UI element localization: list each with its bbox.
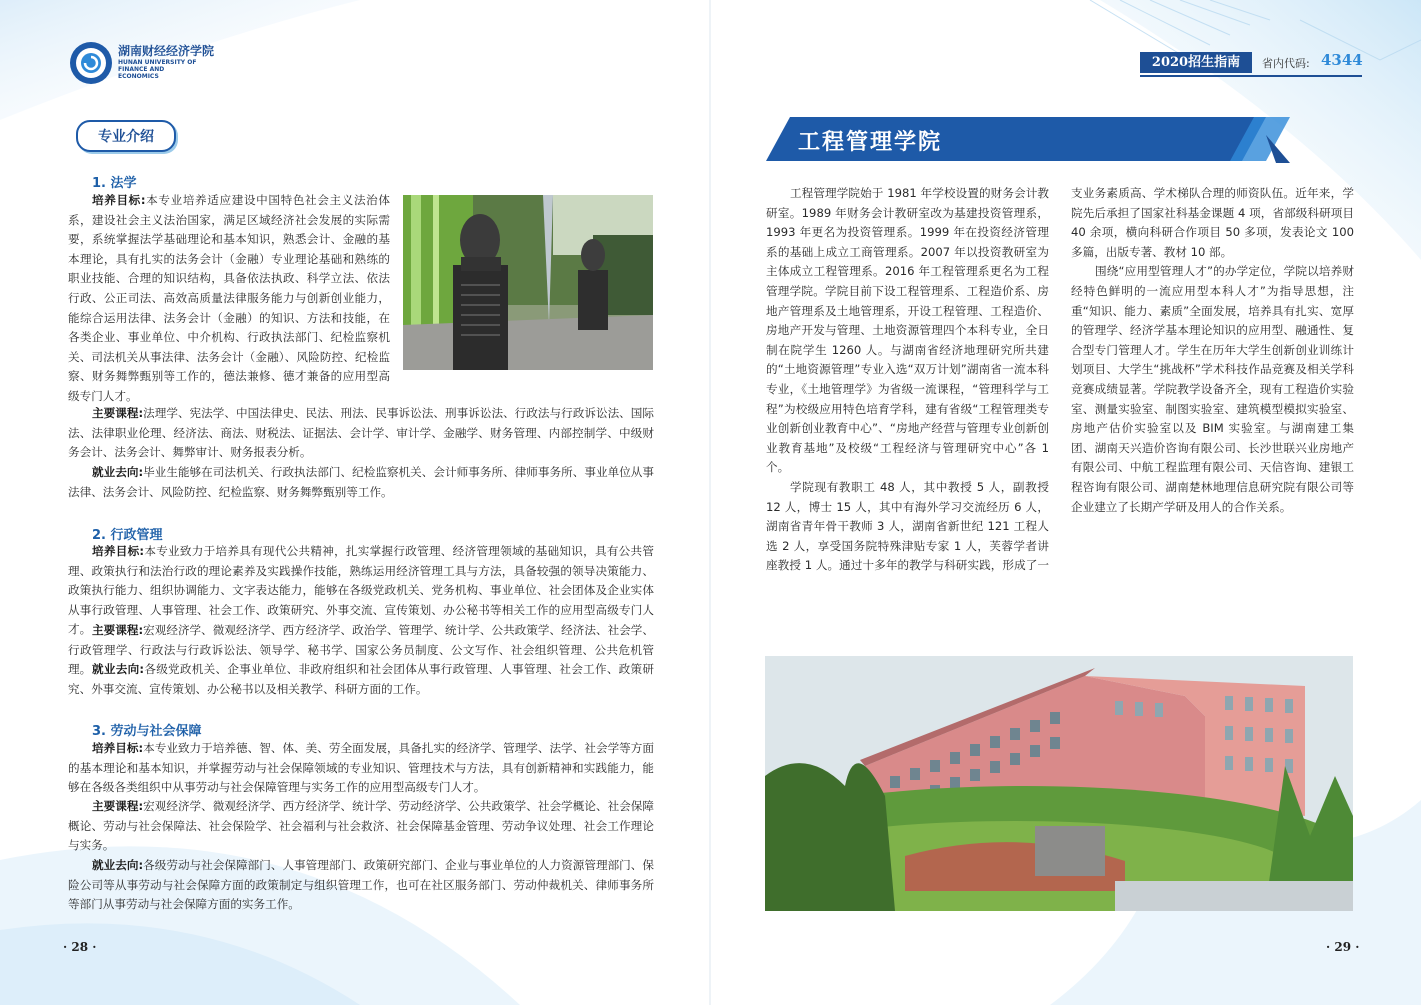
major-goal (68, 191, 390, 407)
guide-badge: 2020招生指南 (1140, 52, 1252, 73)
career-label: 就业去向: (92, 662, 145, 676)
statue-photo (403, 195, 653, 370)
page-number-left: · 28 · (63, 940, 97, 954)
major-title: 1. 法学 (92, 176, 137, 191)
logo-en-line2: FINANCE AND (118, 66, 165, 73)
campus-building-photo (765, 656, 1353, 911)
logo-en-line3: ECONOMICS (118, 73, 159, 80)
course-text: 宏观经济学、微观经济学、西方经济学、统计学、劳动经济学、公共政策学、社会学概论、社会保障概论、劳动与社会保障法、社会保险学、社会福利与社会救济、社会保障基金管理、劳动争议处理、社会工作理论与实务。 (68, 799, 654, 853)
major-career (68, 463, 654, 502)
career-text: 各级党政机关、企事业单位、非政府组织和社会团体从事行政管理、人事管理、社会工作、政策研究、外事交流、宣传策划、办公秘书以及相关教学、科研方面的工作。 (68, 662, 654, 696)
major-career (68, 660, 654, 699)
course-text: 法理学、宪法学、中国法律史、民法、刑法、民事诉讼法、刑事诉讼法、行政法与行政诉讼法、国际法、法律职业伦理、经济法、商法、财税法、证据法、会计学、审计学、金融学、财务管理、内部控制学、中级财务会计、法务会计、舞弊审计、财务报表分析。 (68, 406, 654, 460)
logo-en-line1: HUNAN UNIVERSITY OF (118, 59, 197, 66)
intro-paragraph: 学院现有教职工 48 人，其中教授 5 人，副教授 12 人，博士 15 人，其中有海外学习交流经历 6 人，湖南省青年骨干教师 3 人，湖南省新世纪 121 工程人选 2 人，享受国务院特殊津贴专家 1 人，芙蓉学者讲座教授 1 人。通过十多年的教学与科研实践，形成了一支业务素质高、学术梯队合理的师资队伍。近年来，学院先后承担了国家社科基金课题 4 项，省部级科研项目 40 余项，横向科研合作项目 50 多项，发表论文 100 多篇，出版专著、教材 10 部。 (766, 186, 1354, 573)
college-intro-columns (766, 184, 1354, 584)
career-label: 就业去向: (92, 858, 144, 872)
major-goal (68, 739, 654, 798)
goal-text: 本专业培养适应建设中国特色社会主义法治体系，建设社会主义法治国家，满足区域经济社会发展的实际需要，系统掌握法学基础理论和基本知识，熟悉会计、金融的基本理论，具有扎实的法务会计（金融）专业理论基础和熟练的职业技能、合理的知识结构，具备依法执政、科学立法、依法行政、公正司法、高效高质量法律服务能力与创新创业能力，能综合运用法律、法务会计（金融）的知识、方法和技能，在各类企业、事业单位、中介机构、行政执法部门、纪检监察机关、司法机关从事法律、法务会计（金融）、风险防控、纪检监察、财务舞弊甄别等工作的，德法兼修、德才兼备的应用型高级专门人才。 (68, 193, 390, 403)
major-courses (68, 797, 654, 856)
college-title-banner (766, 117, 1290, 163)
major-courses (68, 404, 654, 463)
major-title: 3. 劳动与社会保障 (92, 724, 202, 739)
goal-text: 本专业致力于培养具有现代公共精神，扎实掌握行政管理、经济管理领域的基础知识，具有公共管理、政策执行和法治行政的理论素养及实践操作技能，熟练运用经济管理工具与方法，具备较强的领导决策能力、政策执行能力、组织协调能力、文字表达能力，能够在各级党政机关、党务机构、事业单位、社会团体及企业实体从事行政管理、人事管理、社会工作、政策研究、外事交流、宣传策划、办公秘书等相关工作的应用型高级专门人才。 (68, 544, 654, 637)
college-title: 工程管理学院 (798, 130, 943, 155)
university-logo (68, 40, 228, 86)
career-text: 各级劳动与社会保障部门、人事管理部门、政策研究部门、企业与事业单位的人力资源管理部门、保险公司等从事劳动与社会保障方面的政策制定与组织管理工作，也可在社区服务部门、劳动仲裁机关、律师事务所等部门从事劳动与社会保障方面的实务工作。 (68, 858, 654, 912)
major-title: 2. 行政管理 (92, 528, 163, 543)
goal-label: 培养目标: (92, 544, 145, 558)
course-text: 宏观经济学、微观经济学、西方经济学、政治学、管理学、统计学、公共政策学、经济法、社会学、行政管理学、行政法与行政诉讼法、领导学、秘书学、国家公务员制度、公文写作、社会组织管理、公共危机管理。 (68, 623, 654, 677)
intro-paragraph: 工程管理学院始于 1981 年学校设置的财务会计教研室。1989 年财务会计教研室改为基建投资管理系，1993 年更名为投资管理系。1999 年在投资经济管理系的基础上成立工商管理系。2007 年以投资教研室为主体成立工程管理系。2016 年工程管理系更名为工程管理学院。学院目前下设工程管理系、工程造价系、房地产管理系及土地管理系，开设工程管理、工程造价、房地产开发与管理、土地资源管理四个本科专业，全日制在院学生 1260 人。与湖南省经济地理研究所共建的“土地资源管理”专业入选“双万计划”湖南省一流本科专业，《土地管理学》为省级一流课程，“管理科学与工程”为校级应用特色培育学科，建有省级“工程管理类专业创新创业教育中心”、“房地产经营与管理专业创新创业教育基地”及校级“工程经济与管理研究中心”各 1 个。 (766, 186, 1049, 475)
province-code-label: 省内代码: (1262, 57, 1310, 70)
enrollment-header (1140, 52, 1362, 74)
intro-paragraph: 围绕“应用型管理人才”的办学定位，学院以培养财经特色鲜明的一流应用型本科人才”为指导思想，注重“知识、能力、素质”全面发展，培养具有扎实、宽厚的管理学、经济学基本理论知识的应用型、融通性、复合型专门管理人才。学生在历年大学生创新创业训练计划项目、大学生“挑战杯”学术科技作品竞赛及相关学科竞赛成绩显著。学院教学设备齐全，现有工程造价实验室、测量实验室、制图实验室、建筑模型模拟实验室、房地产估价实验室以及 BIM 实验室。与湖南建工集团、湖南天兴造价咨询有限公司、长沙世联兴业房地产有限公司、中航工程监理有限公司、天信咨询、建银工程咨询有限公司、湖南楚林地理信息研究院有限公司等企业建立了长期产学研及用人的合作关系。 (1071, 264, 1354, 514)
career-label: 就业去向: (92, 465, 144, 479)
goal-label: 培养目标: (92, 741, 144, 755)
course-label: 主要课程: (92, 799, 144, 813)
goal-text: 本专业致力于培养德、智、体、美、劳全面发展，具备扎实的经济学、管理学、法学、社会学等方面的基本理论和基本知识，并掌握劳动与社会保障领域的专业知识、管理技术与方法，具有创新精神和实践能力，能够在各级各类组织中从事劳动与社会保障管理与实务工作的应用型高级专门人才。 (68, 741, 654, 795)
course-label: 主要课程: (92, 406, 144, 420)
major-career (68, 856, 654, 915)
goal-label: 培养目标: (92, 193, 146, 207)
province-code: 4344 (1321, 51, 1363, 69)
section-title: 专业介绍 (98, 129, 154, 145)
career-text: 毕业生能够在司法机关、行政执法部门、纪检监察机关、会计师事务所、律师事务所、事业单位从事法律、法务会计、风险防控、纪检监察、财务舞弊甄别等工作。 (68, 465, 654, 499)
page-number-right: · 29 · (1326, 940, 1360, 954)
course-label: 主要课程: (92, 623, 144, 637)
logo-emblem-icon (68, 40, 114, 86)
section-title-badge (76, 120, 176, 152)
logo-cn-name: 湖南财经经济学院 (118, 44, 215, 58)
